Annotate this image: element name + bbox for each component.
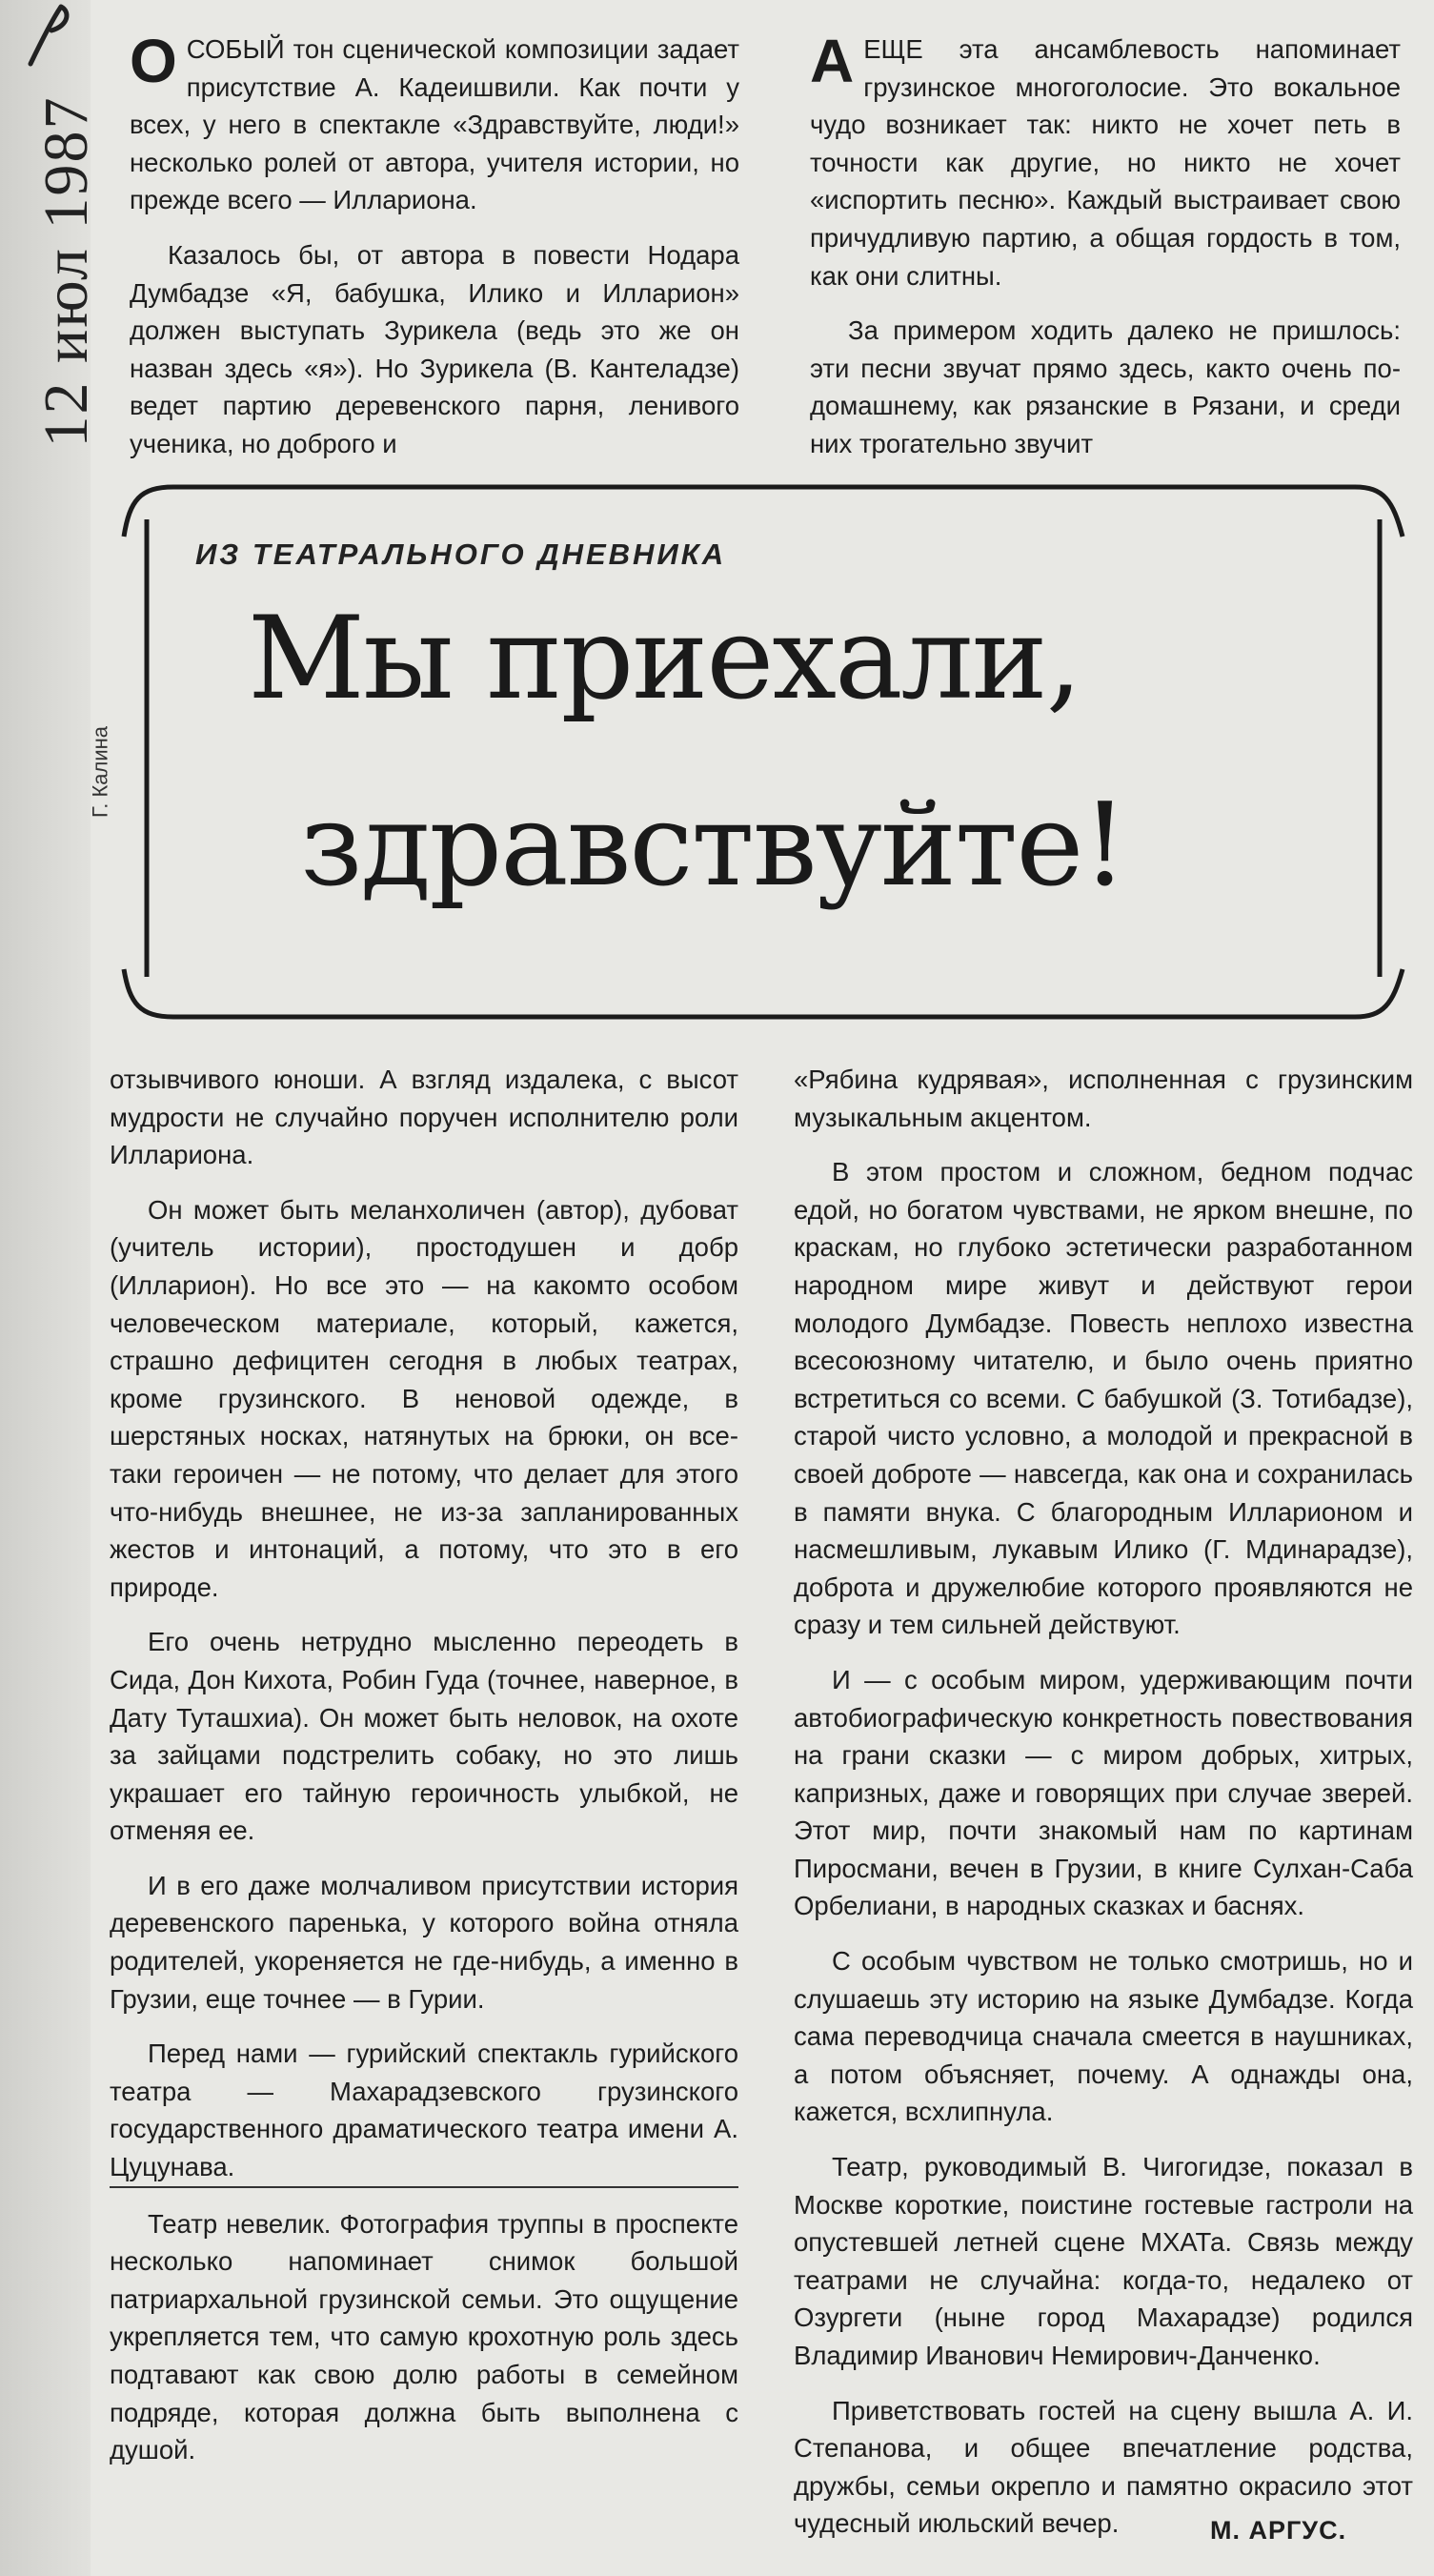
left-column — [110, 1061, 738, 2486]
paragraph: АЕЩЕ эта ансамблевость напоминает грузинское многоголосие. Это вокальное чудо возникает так: никто не хочет петь в точности как другие, но никто не хочет «испортить песню». Каждый выстраивает свою причудливую партию, а общая гордость в том, как они слитны. — [810, 27, 1401, 291]
paragraph: И в его даже молчаливом присутствии история деревенского паренька, у которого война отняла родителей, укореняется не где-нибудь, а именно в Грузии, еще точнее — в Гурии. — [110, 1870, 738, 2014]
paragraph: Театр невелик. Фотография труппы в проспекте несколько напоминает снимок большой патриархальной грузинской семьи. Это ощущение укрепляется тем, что самую крохотную роль здесь подтавают как свою долю работы в семейном подряде, которая должна быть выполнена с душой. — [110, 2208, 738, 2465]
newspaper-source — [11, 534, 116, 1010]
paragraph: Театр, руководимый В. Чигогидзе, показал в Москве короткие, поистине гостевые гастроли на опустевшей летней сцене МХАТа. Связь между театрами не случайна: когда-то, недалеко от Озургети (ныне город Махарадзе) родился Владимир Иванович Немирович-Данченко. — [794, 2152, 1413, 2370]
paragraph: С особым чувством не только смотришь, но и слушаешь эту историю на языке Думбадзе. Когда сама переводчица сначала смеется в наушниках, а потом объясняет, почему. А однажды она, кажется, всхлипнула. — [794, 1946, 1413, 2127]
right-column — [794, 1061, 1413, 2560]
headline-line-1: Мы приехали, — [248, 593, 1081, 725]
paragraph: Казалось бы, от автора в повести Нодара Думбадзе «Я, бабушка, Илико и Илларион» должен выступать Зурикела (ведь это же он назван здесь «я»). Но Зурикела (В. Кантеладзе) ведет партию деревенского парня, ленивого ученика, но доброго и — [130, 239, 739, 458]
paragraph: И — с особым миром, удерживающим почти автобиографическую конкретность повествования на грани сказки — с миром добрых, хитрых, капризных, даже и говорящих при случае зверей. Этот мир, почти знакомый нам по картинам Пиросмани, вечен в Грузии, в книге Сулхан-Саба Орбелиани, в народных сказках и баснях. — [794, 1664, 1413, 1921]
handwritten-mark — [23, 2, 80, 69]
author-byline: Г. Калина — [88, 725, 112, 819]
paragraph: В этом простом и сложном, бедном подчас едой, но богатом чувствами, не ярком внешне, по краскам, но глубоко эстетически разработанном народном мире живут и действуют герои молодого Думбадзе. Повесть неплохо известна всесоюзному читателю, и было очень приятно встретиться со всеми. С бабушкой (З. Тотибадзе), старой чисто условно, а молодой и прекрасной в своей доброте — навсегда, как она и сохранилась в памяти внука. С благородным Илларионом и насмешливым, лукавым Илико (Г. Мдинарадзе), доброта и дружелюбие которого проявляются не сразу и тем сильней действуют. — [794, 1157, 1413, 1640]
author-signature: М. АРГУС. — [1210, 2516, 1347, 2545]
drop-cap: О — [130, 27, 177, 95]
paragraph: Он может быть меланхоличен (автор), дубоват (учитель истории), простодушен и добр (Илларион). Но все это — на какомто особом человеческом материале, который, кажется, страшно дефицитен сегодня в любых театрах, кроме грузинского. В неновой одежде, в шерстяных носках, натянутых на брюки, он все-таки героичен — не потому, что делает для этого что-нибудь внешнее, не из-за запланированных жестов и интонаций, а потому, что это в его природе. — [110, 1194, 738, 1602]
drop-cap: А — [810, 27, 855, 95]
paragraph: отзывчивого юноши. А взгляд издалека, с высот мудрости не случайно поручен исполнителю роли Иллариона. — [110, 1065, 738, 1170]
headline-line-2: здравствуйте! — [300, 780, 1126, 912]
paragraph-underlined: Перед нами — гурийский спектакль гурийского театра — Махарадзевского грузинского государственного драматического театра имени А. Цуцунава. — [110, 2035, 738, 2187]
rubric: ИЗ ТЕАТРАЛЬНОГО ДНЕВНИКА — [195, 538, 727, 571]
paragraph: «Рябина кудрявая», исполненная с грузинским музыкальным акцентом. — [794, 1065, 1413, 1132]
paragraph: Его очень нетрудно мысленно переодеть в Сида, Дон Кихота, Робин Гуда (точнее, наверное, в Дату Туташхиа). Он может быть неловок, на охоте за зайцами подстрелить собаку, но это лишь украшает его тайную героичность улыбкой, не отменяя ее. — [110, 1627, 738, 1846]
paragraph: Приветствовать гостей на сцену вышла А. И. Степанова, и общее впечатление родства, дружбы, семьи окрепло и памятно окрасило этот чудесный июльский вечер. — [794, 2395, 1413, 2539]
top-left-column — [130, 27, 739, 480]
paragraph: ОСОБЫЙ тон сценической композиции задает присутствие А. Кадеишвили. Как почти у всех, у него в спектакле «Здравствуйте, люди!» несколько ролей от автора, учителя истории, но прежде всего — Иллариона. — [130, 27, 739, 215]
paragraph: За примером ходить далеко не пришлось: эти песни звучат прямо здесь, както очень по-домашнему, как рязанские в Рязани, и среди них трогательно звучит — [810, 315, 1401, 458]
handwritten-date: 12 июл 1987 — [31, 95, 101, 448]
top-right-column — [810, 27, 1401, 480]
